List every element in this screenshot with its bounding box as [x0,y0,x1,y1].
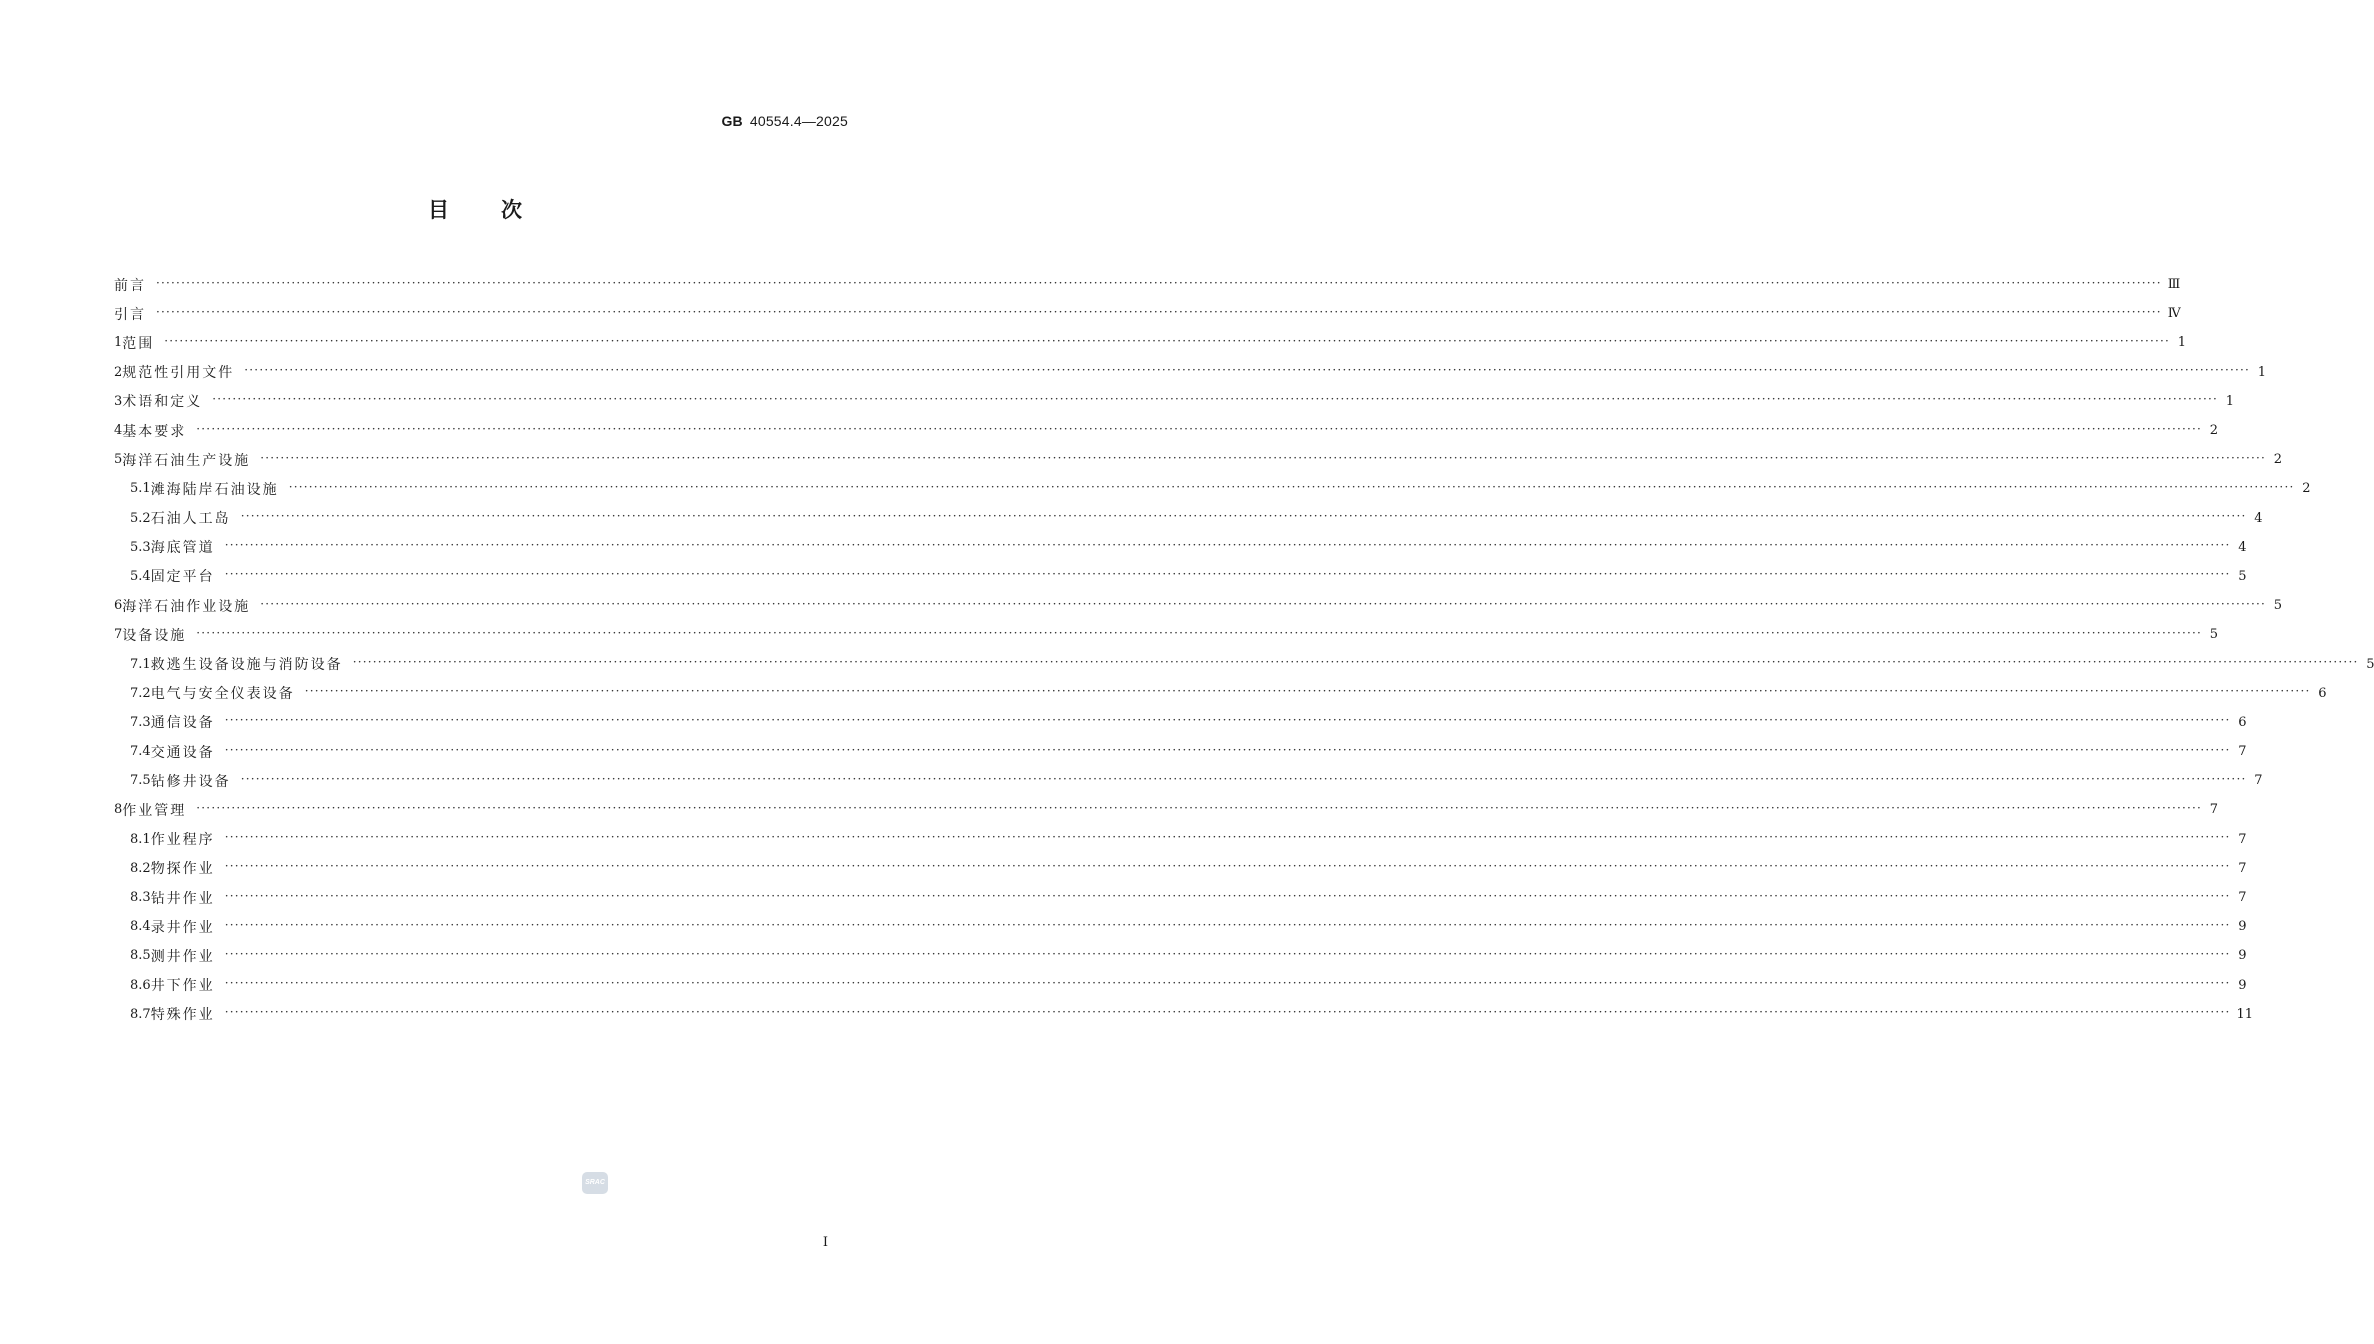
toc-entry-number: 7.1 [130,656,151,672]
toc-entry-label: 前言 [114,277,146,294]
toc-entry-label: 测井作业 [150,948,215,965]
toc-entry-label: 录井作业 [150,919,215,936]
toc-entry-page: 7 [2238,860,2247,876]
toc-entry[interactable] [114,533,2247,562]
dot-leader: ················································································································································································································································································································································································································ [224,1005,2231,1020]
toc-entry-number: 8.2 [130,860,151,876]
toc-entry[interactable] [114,971,2247,1000]
toc-entry-number: 8.3 [130,890,151,906]
toc-entry-page: 7 [2238,831,2247,847]
toc-entry[interactable] [114,854,2247,883]
toc-entry-number: 5.2 [130,510,151,526]
dot-leader: ················································································································································································································································································································································································································ [352,655,2359,670]
dot-leader: ················································································································································································································································································································································································································ [224,888,2231,903]
toc-entry-number: 8.1 [130,831,151,847]
toc-entry-number: 8.4 [130,919,151,935]
toc-entry-number: 7.2 [130,685,151,701]
toc-entry-label: 作业程序 [150,832,215,849]
toc-entry-label: 基本要求 [122,423,187,440]
toc-entry-number: 7 [114,627,123,643]
toc-entry[interactable] [114,912,2247,941]
dot-leader: ················································································································································································································································································································································································································ [260,450,2267,465]
dot-leader: ················································································································································································································································································································································································································ [156,275,2162,290]
toc-entry-label: 钻井作业 [150,890,215,907]
dot-leader: ················································································································································································································································································································································································································ [212,392,2219,407]
toc-entry[interactable] [114,795,2219,824]
toc-entry-number: 7.5 [130,773,151,789]
toc-entry[interactable] [114,504,2263,533]
toc-entry[interactable] [114,562,2247,591]
toc-entry[interactable] [114,649,2374,678]
toc-entry-number: 5.3 [130,539,151,555]
toc-entry-page: 5 [2273,598,2283,614]
toc-entry-number: 5.4 [130,568,151,584]
toc-entry-label: 电气与安全仪表设备 [150,686,295,703]
toc-entry-page: 6 [2318,685,2327,701]
toc-entry-label: 术语和定义 [122,394,203,411]
toc-entry-page: 1 [2257,364,2267,380]
toc-entry-page: 9 [2238,948,2247,964]
dot-leader: ················································································································································································································································································································································································································ [224,567,2231,582]
toc-entry-label: 范围 [122,335,155,352]
toc-entry-page: 5 [2238,568,2247,584]
toc-entry-page: Ⅲ [2167,277,2181,293]
toc-entry-page: 9 [2238,919,2247,935]
toc-entry-number: 8.6 [130,977,151,993]
toc-entry[interactable] [114,591,2283,620]
toc-entry-page: Ⅳ [2167,306,2181,322]
toc-entry[interactable] [114,358,2267,387]
dot-leader: ················································································································································································································································································································································································································ [224,742,2231,757]
dot-leader: ················································································································································································································································································································································································································ [224,917,2231,932]
toc-entry-page: 1 [2177,335,2187,351]
toc-entry-page: 4 [2238,539,2247,555]
toc-entry-number: 8.7 [130,1006,151,1022]
toc-entry-number: 8 [114,802,123,818]
toc-entry[interactable] [114,1000,2254,1029]
toc-entry-page: 2 [2273,452,2283,468]
toc-entry-page: 2 [2209,423,2219,439]
toc-entry[interactable] [114,445,2283,474]
toc-entry[interactable] [114,270,2181,299]
dot-leader: ················································································································································································································································································································································································································ [260,596,2267,611]
toc-entry-page: 5 [2366,656,2374,672]
toc-entry[interactable] [114,416,2219,445]
dot-leader: ················································································································································································································································································································································································································ [196,625,2203,640]
dot-leader: ················································································································································································································································································································································································································ [288,479,2295,494]
toc-entry[interactable] [114,766,2263,795]
toc-entry-page: 1 [2225,393,2235,409]
toc-entry-number: 4 [114,423,123,439]
toc-entry-number: 6 [114,598,123,614]
dot-leader: ················································································································································································································································································································································································································ [196,800,2203,815]
dot-leader: ················································································································································································································································································································································································································ [224,830,2231,845]
toc-entry-label: 通信设备 [150,715,215,732]
toc-entry-number: 5 [114,452,123,468]
toc-entry-label: 物探作业 [150,861,215,878]
toc-entry[interactable] [114,387,2235,416]
toc-entry[interactable] [114,825,2247,854]
toc-entry-label: 引言 [114,306,146,323]
dot-leader: ················································································································································································································································································································································································································ [156,304,2162,319]
toc-entry-label: 钻修井设备 [150,773,231,790]
dot-leader: ················································································································································································································································································································································································································ [224,976,2231,991]
toc-entry[interactable] [114,299,2181,328]
toc-entry[interactable] [114,620,2219,649]
toc-entry-page: 5 [2209,627,2219,643]
toc-entry-label: 交通设备 [150,744,215,761]
toc-entry-label: 海底管道 [150,540,215,557]
toc-entry-page: 7 [2209,802,2219,818]
toc-entry-number: 1 [114,335,123,351]
standard-code-header [721,113,848,129]
toc-entry-page: 6 [2238,714,2247,730]
toc-entry-label: 救逃生设备设施与消防设备 [150,657,343,674]
page-folio: Ⅰ [822,1235,828,1250]
toc-entry-page: 4 [2254,510,2263,526]
toc-entry-page: 2 [2302,481,2311,497]
toc-entry-page: 11 [2236,1006,2254,1022]
dot-leader: ················································································································································································································································································································································································································ [164,333,2171,348]
toc-entry-label: 石油人工岛 [150,511,231,528]
dot-leader: ················································································································································································································································································································································································································ [224,946,2231,961]
dot-leader: ················································································································································································································································································································································································································ [224,713,2231,728]
page-title: 目次 [428,198,574,222]
toc-entry-number: 5.1 [130,481,151,497]
toc-entry[interactable] [114,708,2247,737]
toc-entry[interactable] [114,474,2311,503]
dot-leader: ················································································································································································································································································································································································································ [240,771,2247,786]
toc-entry[interactable] [114,941,2247,970]
toc-entry-label: 井下作业 [150,978,215,995]
dot-leader: ················································································································································································································································································································································································································ [240,509,2247,524]
watermark-logo: SRAC [582,1172,608,1194]
dot-leader: ················································································································································································································································································································································································································ [224,859,2231,874]
toc-entry-label: 海洋石油生产设施 [122,452,251,469]
toc-entry-number: 7.3 [130,714,151,730]
table-of-contents [114,270,2374,1029]
toc-entry-label: 固定平台 [150,569,215,586]
dot-leader: ················································································································································································································································································································································································································ [304,684,2311,699]
dot-leader: ················································································································································································································································································································································································································ [224,538,2231,553]
toc-entry-label: 滩海陆岸石油设施 [150,481,279,498]
toc-entry-number: 3 [114,393,123,409]
toc-entry-label: 设备设施 [122,627,187,644]
toc-entry[interactable] [114,883,2247,912]
standard-number: 40554.4—2025 [749,113,848,129]
toc-entry[interactable] [114,737,2247,766]
toc-entry[interactable] [114,679,2327,708]
gb-prefix: GB [721,113,743,129]
toc-entry-number: 8.5 [130,948,151,964]
dot-leader: ················································································································································································································································································································································································································ [196,421,2203,436]
toc-entry-page: 7 [2238,890,2247,906]
toc-entry-number: 7.4 [130,744,151,760]
dot-leader: ················································································································································································································································································································································································································ [244,363,2251,378]
toc-entry[interactable] [114,328,2187,357]
toc-entry-page: 7 [2254,773,2263,789]
toc-entry-label: 作业管理 [122,802,187,819]
toc-entry-number: 2 [114,364,123,380]
toc-entry-page: 7 [2238,744,2247,760]
toc-entry-page: 9 [2238,977,2247,993]
toc-entry-label: 海洋石油作业设施 [122,598,251,615]
toc-entry-label: 规范性引用文件 [122,365,235,382]
toc-entry-label: 特殊作业 [150,1007,215,1024]
